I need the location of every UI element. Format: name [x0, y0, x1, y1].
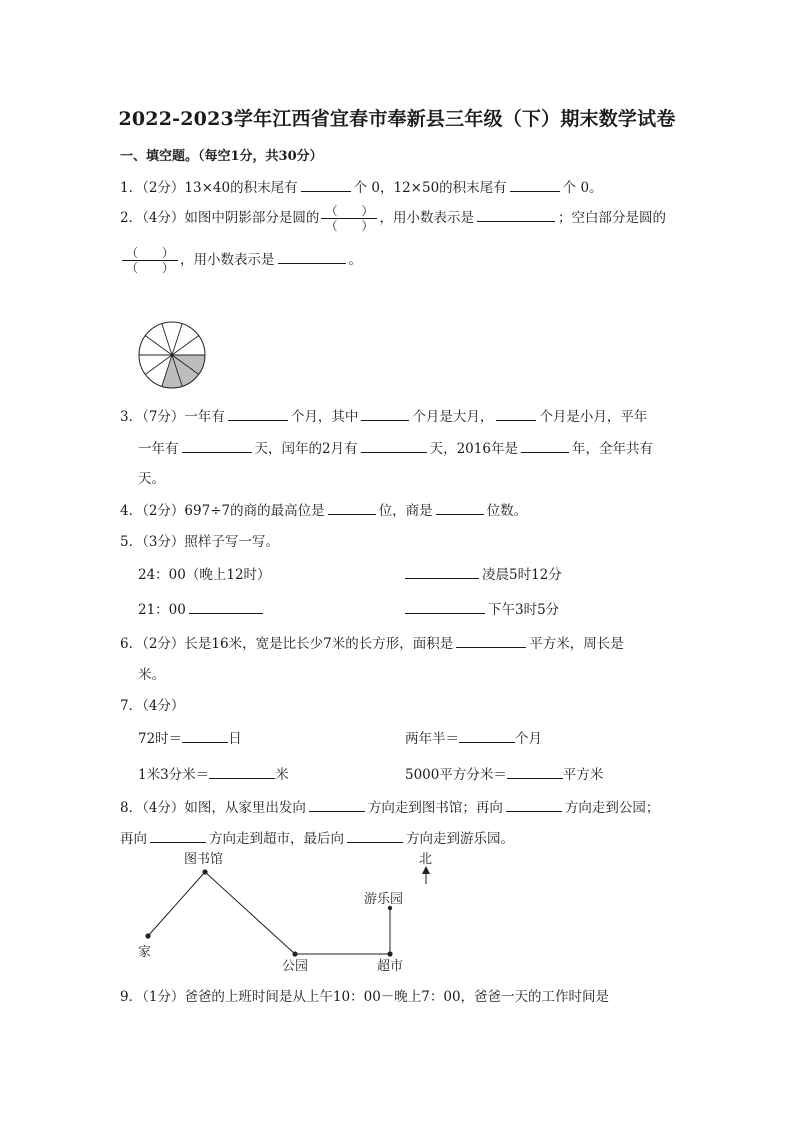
answer-blank[interactable] — [228, 408, 288, 421]
supermarket-label: 超市 — [377, 959, 404, 974]
conversion-2: 两年半＝ 个月 — [405, 731, 542, 747]
question-6-line-1: 6．（2分）长是16米，宽是比长少7米的长方形，面积是 平方米，周长是 — [120, 636, 624, 652]
park-point — [292, 951, 297, 956]
question-2-line-2: $\frac{( )}{( )}$ ，用小数表示是 。 — [120, 246, 362, 275]
route-library-park — [205, 872, 295, 954]
answer-blank[interactable] — [209, 766, 275, 779]
section-heading: 一、填空题。（每空1分，共30分） — [120, 149, 323, 164]
time-example-1: 24：00（晚上12时） — [138, 567, 271, 583]
time-item-3: 21：00 — [138, 598, 266, 618]
answer-blank[interactable] — [459, 730, 515, 743]
route-home-library — [148, 872, 205, 936]
question-5-title: 5．（3分）照样子写一写。 — [120, 534, 279, 550]
answer-blank[interactable] — [328, 502, 376, 515]
page-title: 2022-2023学年江西省宜春市奉新县三年级（下）期末数学试卷 — [118, 108, 676, 130]
answer-blank[interactable] — [477, 209, 555, 222]
answer-blank[interactable] — [507, 766, 563, 779]
conversion-4: 5000平方分米＝ 平方米 — [405, 767, 604, 783]
amusement-label: 游乐园 — [364, 892, 404, 907]
question-2-line-1: 2．（4分）如图中阴影部分是圆的 $\frac{( )}{( )}$ ，用小数表示是 ；空白部分是圆的 — [120, 204, 666, 233]
question-3-line-2: 一年有 天，闰年的2月有 天，2016年是 年，全年共有 — [138, 441, 653, 457]
answer-blank[interactable] — [182, 730, 228, 743]
answer-blank[interactable] — [361, 440, 427, 453]
answer-blank[interactable] — [456, 635, 526, 648]
circle-figure — [135, 318, 209, 392]
fraction-blank[interactable]: $\frac{( )}{( )}$ — [122, 246, 178, 275]
answer-blank[interactable] — [189, 601, 263, 614]
north-label: 北 — [419, 852, 433, 867]
library-label: 图书馆 — [184, 852, 224, 867]
answer-blank[interactable] — [405, 566, 479, 579]
question-1: 1．（2分）13×40的积末尾有 个 0，12×50的积末尾有 个 0。 — [120, 180, 603, 196]
question-3-line-1: 3．（7分）一年有 个月，其中 个月是大月， 个月是小月，平年 — [120, 409, 648, 425]
library-point — [202, 869, 207, 874]
question-3-line-3: 天。 — [138, 471, 165, 487]
answer-blank[interactable] — [361, 408, 409, 421]
home-point — [145, 933, 150, 938]
answer-blank[interactable] — [182, 440, 252, 453]
answer-blank[interactable] — [510, 179, 560, 192]
answer-blank[interactable] — [405, 601, 485, 614]
question-8-line-2: 再向 方向走到超市，最后向 方向走到游乐园。 — [120, 831, 514, 847]
time-item-4: 下午3时5分 — [405, 598, 559, 618]
answer-blank[interactable] — [496, 408, 536, 421]
answer-blank[interactable] — [150, 830, 206, 843]
answer-blank[interactable] — [506, 799, 562, 812]
fraction-blank[interactable]: $\frac{( )}{( )}$ — [321, 204, 377, 233]
question-6-line-2: 米。 — [138, 667, 165, 683]
route-map — [130, 846, 440, 976]
conversion-3: 1米3分米＝ 米 — [138, 767, 289, 783]
time-item-2: 凌晨5时12分 — [405, 563, 562, 583]
supermarket-point — [387, 951, 392, 956]
answer-blank[interactable] — [521, 440, 569, 453]
question-7-title: 7．（4分） — [120, 698, 185, 714]
park-label: 公园 — [282, 959, 309, 974]
north-arrow-icon — [422, 866, 430, 874]
question-9: 9．（1分）爸爸的上班时间是从上午10：00－晚上7：00，爸爸一天的工作时间是 — [120, 989, 610, 1005]
answer-blank[interactable] — [301, 179, 351, 192]
question-4: 4．（2分）697÷7的商的最高位是 位，商是 位数。 — [120, 503, 528, 519]
answer-blank[interactable] — [436, 502, 484, 515]
answer-blank[interactable] — [347, 830, 403, 843]
answer-blank[interactable] — [309, 799, 365, 812]
conversion-1: 72时＝ 日 — [138, 731, 242, 747]
home-label: 家 — [138, 945, 152, 960]
question-8-line-1: 8．（4分）如图，从家里出发向 方向走到图书馆；再向 方向走到公园； — [120, 800, 660, 816]
answer-blank[interactable] — [278, 251, 346, 264]
